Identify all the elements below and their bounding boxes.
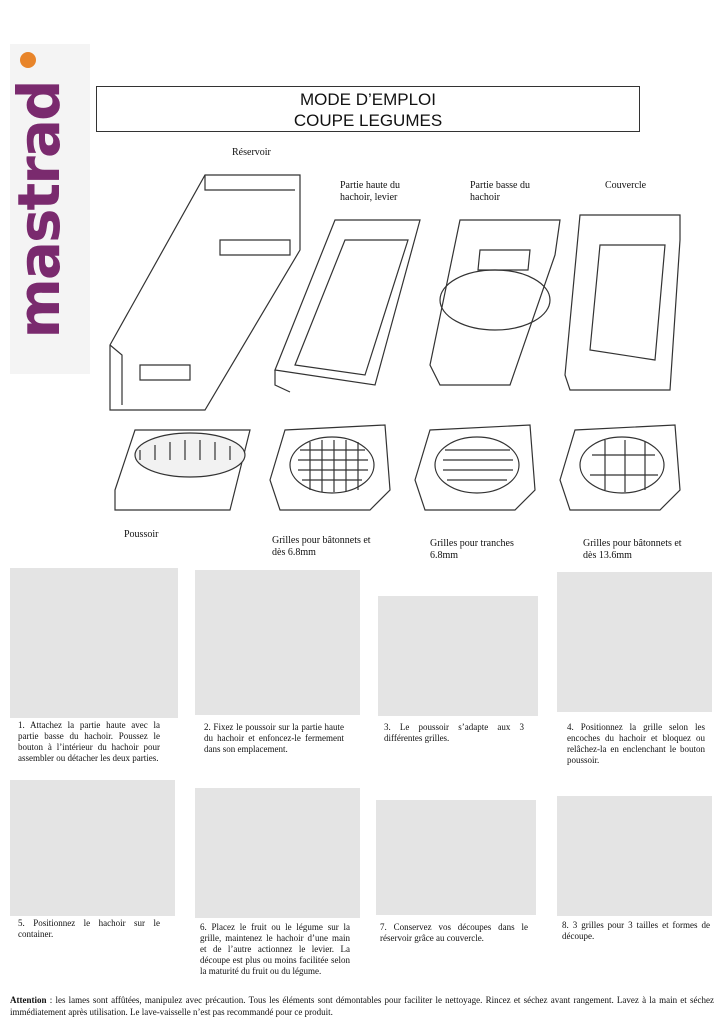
step-4-text: 4. Positionnez la grille selon les encoches du hachoir et bloquez ou relâchez-la en enclenchant le bouton poussoir. <box>567 722 705 765</box>
step-4-photo <box>557 572 712 712</box>
label-reservoir: Réservoir <box>232 147 271 158</box>
step-6-photo <box>195 788 360 918</box>
step-8-photo <box>557 796 712 916</box>
step-5-text: 5. Positionnez le hachoir sur le container. <box>18 918 160 939</box>
step-6-text: 6. Placez le fruit ou le légume sur la grille, maintenez le hachoir d’une main et de l’autre actionnez le levier. La découpe est plus ou moins facilitée selon la maturité du fruit ou du légume. <box>200 922 350 976</box>
label-lower-part: Partie basse du hachoir <box>470 180 530 203</box>
step-2-photo <box>195 570 360 715</box>
step-7-text: 7. Conservez vos découpes dans le réservoir grâce au couvercle. <box>380 922 528 943</box>
step-7-photo <box>376 800 536 915</box>
label-upper-part: Partie haute du hachoir, levier <box>340 180 400 203</box>
step-3-text: 3. Le poussoir s’adapte aux 3 différentes grilles. <box>384 722 524 743</box>
lower-part-drawing <box>430 220 560 385</box>
step-5-photo <box>10 780 175 916</box>
attention-note <box>10 994 714 1018</box>
grid-6-8-drawing <box>270 425 390 510</box>
brand-logo: mastrad <box>5 81 73 339</box>
label-grid-13-6: Grilles pour bâtonnets et dès 13.6mm <box>583 538 682 561</box>
step-2-text: 2. Fixez le poussoir sur la partie haute du hachoir et enfoncez-le fermement dans son emplacement. <box>204 722 344 754</box>
logo-dot-icon <box>20 52 36 68</box>
step-8-text: 8. 3 grilles pour 3 tailles et formes de découpe. <box>562 920 710 941</box>
pusher-drawing <box>115 430 250 510</box>
lid-drawing <box>565 215 680 390</box>
label-pusher: Poussoir <box>124 529 159 540</box>
page-title <box>96 86 640 132</box>
title-line-2: COUPE LEGUMES <box>293 111 443 130</box>
attention-text: : les lames sont affûtées, manipulez avec précaution. Tous les éléments sont démontables pour faciliter le nettoyage. Rincez et séchez avant rangement. Lavez à la main et séchez immédiatement après utilisation. Le lave-vaisselle n’est pas recommandé pour ce produit. <box>10 995 714 1017</box>
upper-part-drawing <box>275 220 420 392</box>
label-grid-6-8: Grilles pour bâtonnets et dès 6.8mm <box>272 535 371 558</box>
label-grid-slices: Grilles pour tranches 6.8mm <box>430 538 514 561</box>
reservoir-drawing <box>110 175 300 410</box>
attention-label: Attention <box>10 995 47 1005</box>
step-1-photo <box>10 568 178 718</box>
grid-13-6-drawing <box>560 425 680 510</box>
parts-diagram <box>100 160 690 530</box>
title-line-1: MODE D’EMPLOI <box>299 90 437 109</box>
grid-slices-drawing <box>415 425 535 510</box>
label-lid: Couvercle <box>605 180 647 191</box>
step-3-photo <box>378 596 538 716</box>
step-1-text: 1. Attachez la partie haute avec la partie basse du hachoir. Poussez le bouton à l’intérieur du hachoir pour assembler ou détacher les deux parties. <box>18 720 160 763</box>
